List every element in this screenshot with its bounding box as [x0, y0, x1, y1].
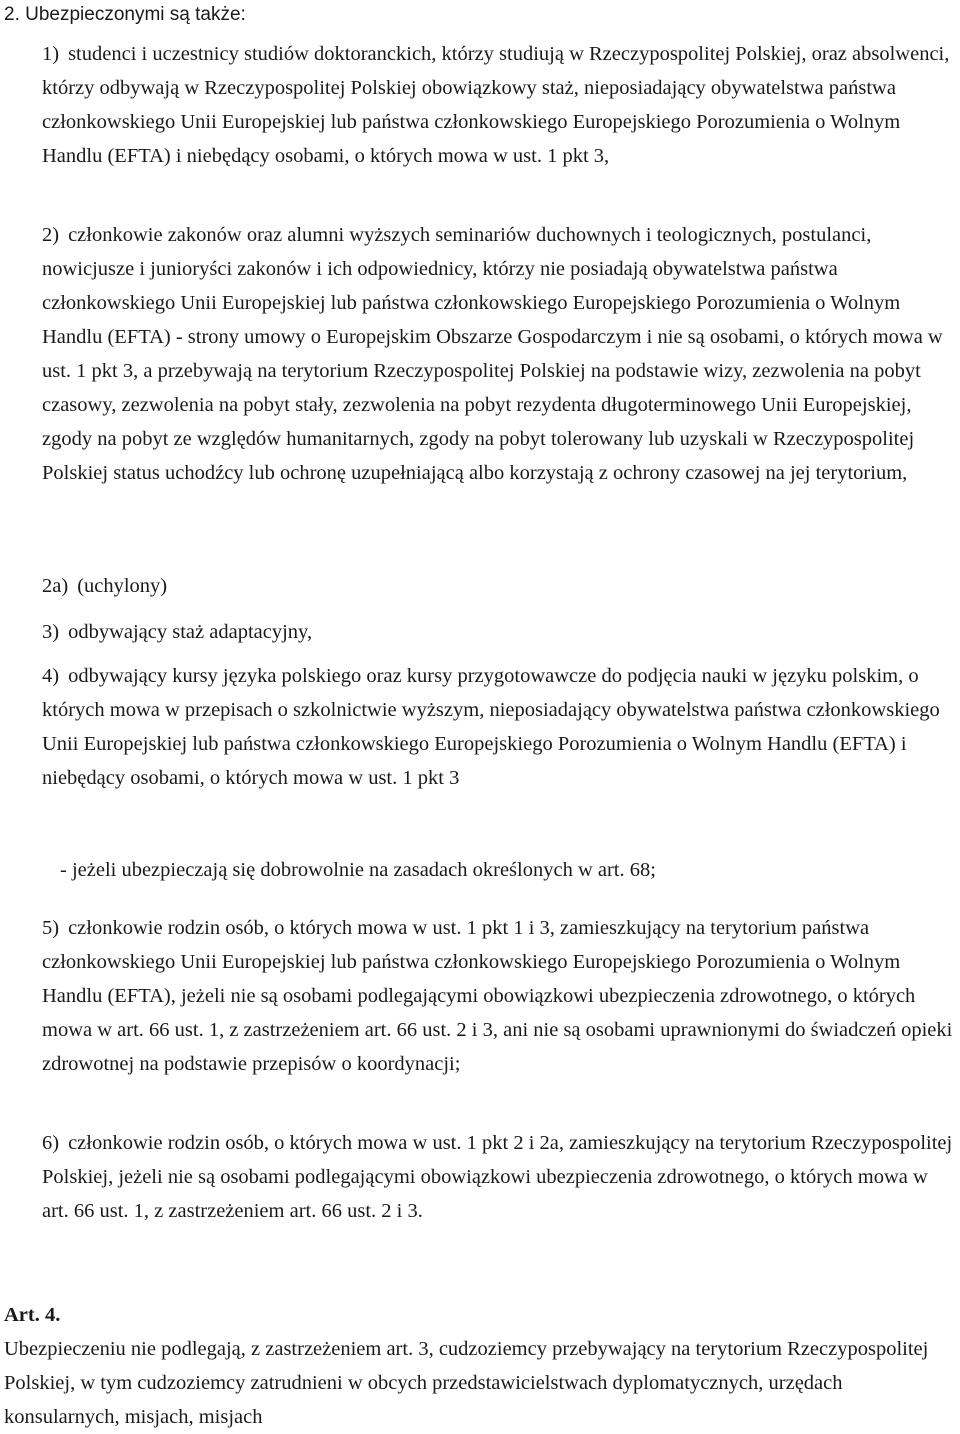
item-text: członkowie zakonów oraz alumni wyższych seminariów duchownych i teologicznych, postulanci, nowicjusze i junioryści zakonów i ich odpowiednicy, którzy nie posiadają obywatelstwa państwa członkowskiego Unii Europejskiej lub państwa członkowskiego Europejskiego Porozumienia o Wolnym Handlu (EFTA) - strony umowy o Europejskim Obszarze Gospodarczym i nie są osobami, o których mowa w ust. 1 pkt 3, a przebywają na terytorium Rzeczypospolitej Polskiej na podstawie wizy, zezwolenia na pobyt czasowy, zezwolenia na pobyt stały, zezwolenia na pobyt rezydenta długoterminowego Unii Europejskiej, zgody na pobyt ze względów humanitarnych, zgody na pobyt tolerowany lub uzyskali w Rzeczypospolitej Polskiej status uchodźcy lub ochronę uzupełniającą albo korzystają z ochrony czasowej na jej terytorium,: [42, 224, 943, 484]
article-title: Art. 4.: [4, 1304, 61, 1326]
item-number: 6): [42, 1132, 60, 1154]
list-item-2: [42, 218, 958, 490]
item-text: odbywający kursy języka polskiego oraz kursy przygotowawcze do podjęcia nauki w języku polskim, o których mowa w przepisach o szkolnictwie wyższym, nieposiadający obywatelstwa państwa członkowskiego Unii Europejskiej lub państwa członkowskiego Europejskiego Porozumienia o Wolnym Handlu (EFTA) i niebędący osobami, o których mowa w ust. 1 pkt 3: [42, 665, 940, 789]
item-text: odbywający staż adaptacyjny,: [68, 621, 313, 643]
item-number: 1): [42, 43, 60, 65]
clause-note: - jeżeli ubezpieczają się dobrowolnie na zasadach określonych w art. 68;: [60, 859, 656, 881]
list-item-5: [42, 911, 958, 1081]
article-body: Ubezpieczeniu nie podlegają, z zastrzeżeniem art. 3, cudzoziemcy przebywający na terytorium Rzeczypospolitej Polskiej, w tym cudzoziemcy zatrudnieni w obcych przedstawicielstwach dyplomatycznych, urzędach konsularnych, misjach, misjach: [4, 1338, 929, 1428]
item-number: 2): [42, 224, 60, 246]
item-number: 5): [42, 917, 60, 939]
item-number: 3): [42, 621, 60, 643]
item-text: członkowie rodzin osób, o których mowa w ust. 1 pkt 2 i 2a, zamieszkujący na terytorium Rzeczypospolitej Polskiej, jeżeli nie są osobami podlegającymi obowiązkowi ubezpieczenia zdrowotnego, o których mowa w art. 66 ust. 1, z zastrzeżeniem art. 66 ust. 2 i 3.: [42, 1132, 953, 1222]
list-item-2a: [42, 569, 958, 603]
list-item-3: [42, 615, 958, 649]
item-text: członkowie rodzin osób, o których mowa w ust. 1 pkt 1 i 3, zamieszkujący na terytorium państwa członkowskiego Unii Europejskiej lub państwa członkowskiego Europejskiego Porozumienia o Wolnym Handlu (EFTA), jeżeli nie są osobami podlegającymi obowiązkowi ubezpieczenia zdrowotnego, o których mowa w art. 66 ust. 1, z zastrzeżeniem art. 66 ust. 2 i 3, ani nie są osobami uprawnionymi do świadczeń opieki zdrowotnej na podstawie przepisów o koordynacji;: [42, 917, 953, 1075]
section-heading: 2. Ubezpieczonymi są także:: [4, 4, 246, 25]
item-text: (uchylony): [77, 575, 168, 597]
item-number: 2a): [42, 575, 69, 597]
list-item-4: [42, 659, 958, 795]
item-number: 4): [42, 665, 60, 687]
list-item-1: [42, 37, 958, 173]
list-item-6: [42, 1126, 958, 1228]
item-text: studenci i uczestnicy studiów doktoranckich, którzy studiują w Rzeczypospolitej Polskiej, oraz absolwenci, którzy odbywają w Rzeczypospolitej Polskiej obowiązkowy staż, nieposiadający obywatelstwa państwa członkowskiego Unii Europejskiej lub państwa członkowskiego Europejskiego Porozumienia o Wolnym Handlu (EFTA) i niebędący osobami, o których mowa w ust. 1 pkt 3,: [42, 43, 950, 167]
